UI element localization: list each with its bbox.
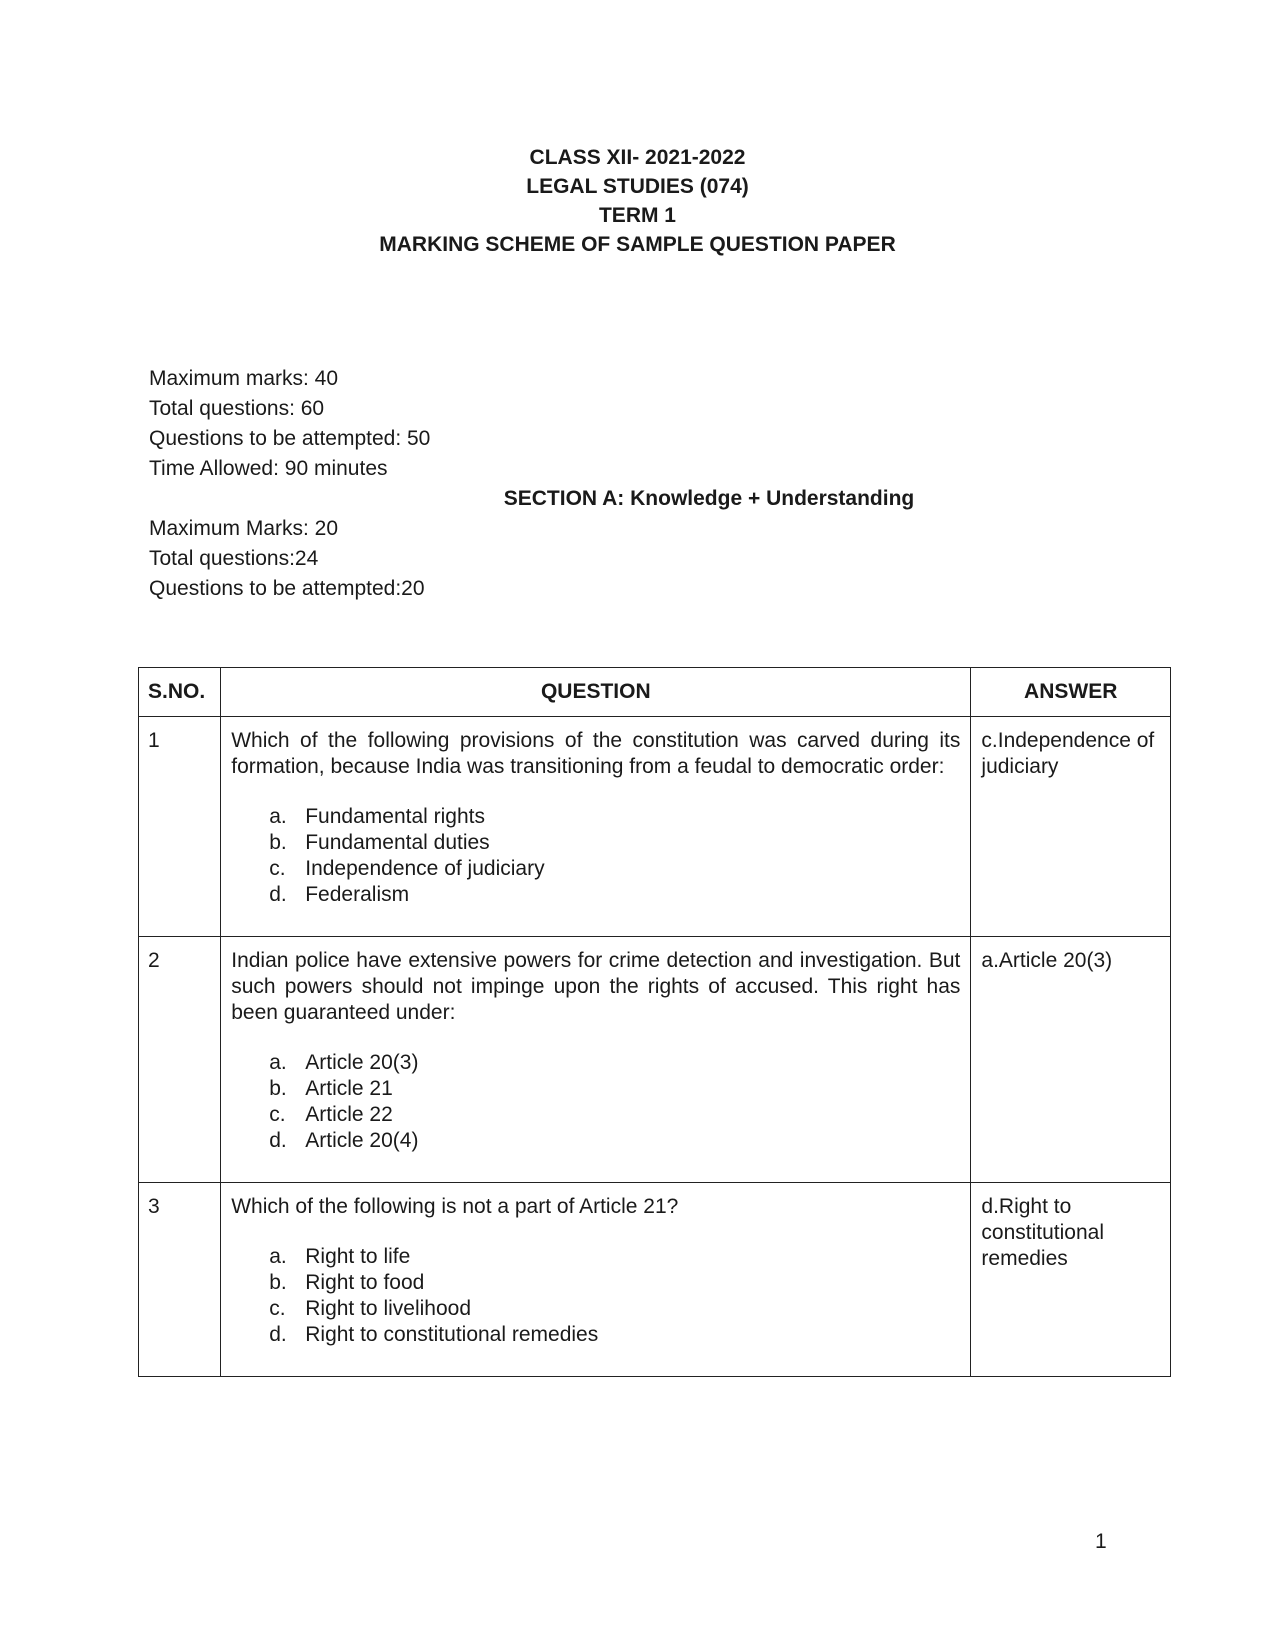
option-text: Fundamental duties	[305, 831, 490, 854]
option-item	[269, 1244, 960, 1270]
option-letter: c.	[269, 1297, 286, 1320]
section-a-max-marks: Maximum Marks: 20	[149, 517, 339, 540]
section-a-total-questions: Total questions:24	[149, 547, 319, 570]
option-text: Article 22	[305, 1103, 393, 1126]
section-a-title: SECTION A: Knowledge + Understanding	[503, 487, 915, 510]
question-text: Indian police have extensive powers for crime detection and investigation. But such powers should not impinge upon the rights of accused. This right has been guaranteed under:	[231, 949, 961, 1024]
option-letter: d.	[269, 883, 287, 906]
options-list	[231, 1244, 960, 1348]
page-number: 1	[1095, 1530, 1107, 1553]
option-text: Federalism	[305, 883, 410, 906]
option-letter: b.	[269, 1077, 287, 1100]
options-list	[231, 804, 960, 908]
option-letter: d.	[269, 1129, 287, 1152]
answer-cell: c.Independence of judiciary	[971, 717, 1171, 937]
option-item	[269, 856, 960, 882]
option-item	[269, 1296, 960, 1322]
table-header-row	[139, 668, 1171, 717]
class-line: CLASS XII- 2021-2022	[529, 146, 746, 169]
sno-header: S.NO.	[139, 668, 221, 717]
table-row	[139, 937, 1171, 1183]
answer-header: ANSWER	[971, 668, 1171, 717]
options-list	[231, 1050, 960, 1154]
option-text: Right to livelihood	[305, 1297, 471, 1320]
question-text: Which of the following provisions of the constitution was carved during its formation, because India was transitioning from a feudal to democratic order:	[231, 729, 961, 778]
option-letter: a.	[269, 805, 287, 828]
option-text: Article 20(4)	[305, 1129, 419, 1152]
option-letter: c.	[269, 857, 286, 880]
question-cell	[221, 1183, 971, 1377]
option-text: Article 20(3)	[305, 1051, 419, 1074]
paper-info	[149, 364, 1149, 604]
row-sno: 2	[139, 937, 221, 1183]
question-cell	[221, 937, 971, 1183]
option-item	[269, 804, 960, 830]
questions-to-attempt: Questions to be attempted: 50	[149, 427, 431, 450]
question-text: Which of the following is not a part of Article 21?	[231, 1195, 679, 1218]
option-item	[269, 1128, 960, 1154]
marking-scheme-table	[138, 667, 1171, 1377]
option-item	[269, 1322, 960, 1348]
option-item	[269, 1076, 960, 1102]
time-allowed: Time Allowed: 90 minutes	[149, 457, 388, 480]
option-item	[269, 830, 960, 856]
option-item	[269, 1102, 960, 1128]
section-a-to-attempt: Questions to be attempted:20	[149, 577, 425, 600]
table-row	[139, 1183, 1171, 1377]
option-item	[269, 882, 960, 908]
option-letter: a.	[269, 1245, 287, 1268]
row-sno: 3	[139, 1183, 221, 1377]
option-item	[269, 1270, 960, 1296]
option-letter: c.	[269, 1103, 286, 1126]
option-text: Article 21	[305, 1077, 393, 1100]
option-letter: a.	[269, 1051, 287, 1074]
option-text: Right to life	[305, 1245, 411, 1268]
row-sno: 1	[139, 717, 221, 937]
option-text: Fundamental rights	[305, 805, 485, 828]
question-header: QUESTION	[221, 668, 971, 717]
document-header	[0, 143, 1275, 259]
document-title: MARKING SCHEME OF SAMPLE QUESTION PAPER	[379, 233, 896, 256]
term-line: TERM 1	[598, 204, 676, 227]
answer-cell: a.Article 20(3)	[971, 937, 1171, 1183]
option-letter: b.	[269, 831, 287, 854]
answer-cell: d.Right to constitutional remedies	[971, 1183, 1171, 1377]
question-cell	[221, 717, 971, 937]
option-text: Independence of judiciary	[305, 857, 545, 880]
option-letter: d.	[269, 1323, 287, 1346]
option-letter: b.	[269, 1271, 287, 1294]
option-text: Right to constitutional remedies	[305, 1323, 599, 1346]
subject-line: LEGAL STUDIES (074)	[526, 175, 749, 198]
option-text: Right to food	[305, 1271, 425, 1294]
option-item	[269, 1050, 960, 1076]
max-marks: Maximum marks: 40	[149, 367, 339, 390]
total-questions: Total questions: 60	[149, 397, 325, 420]
table-row	[139, 717, 1171, 937]
